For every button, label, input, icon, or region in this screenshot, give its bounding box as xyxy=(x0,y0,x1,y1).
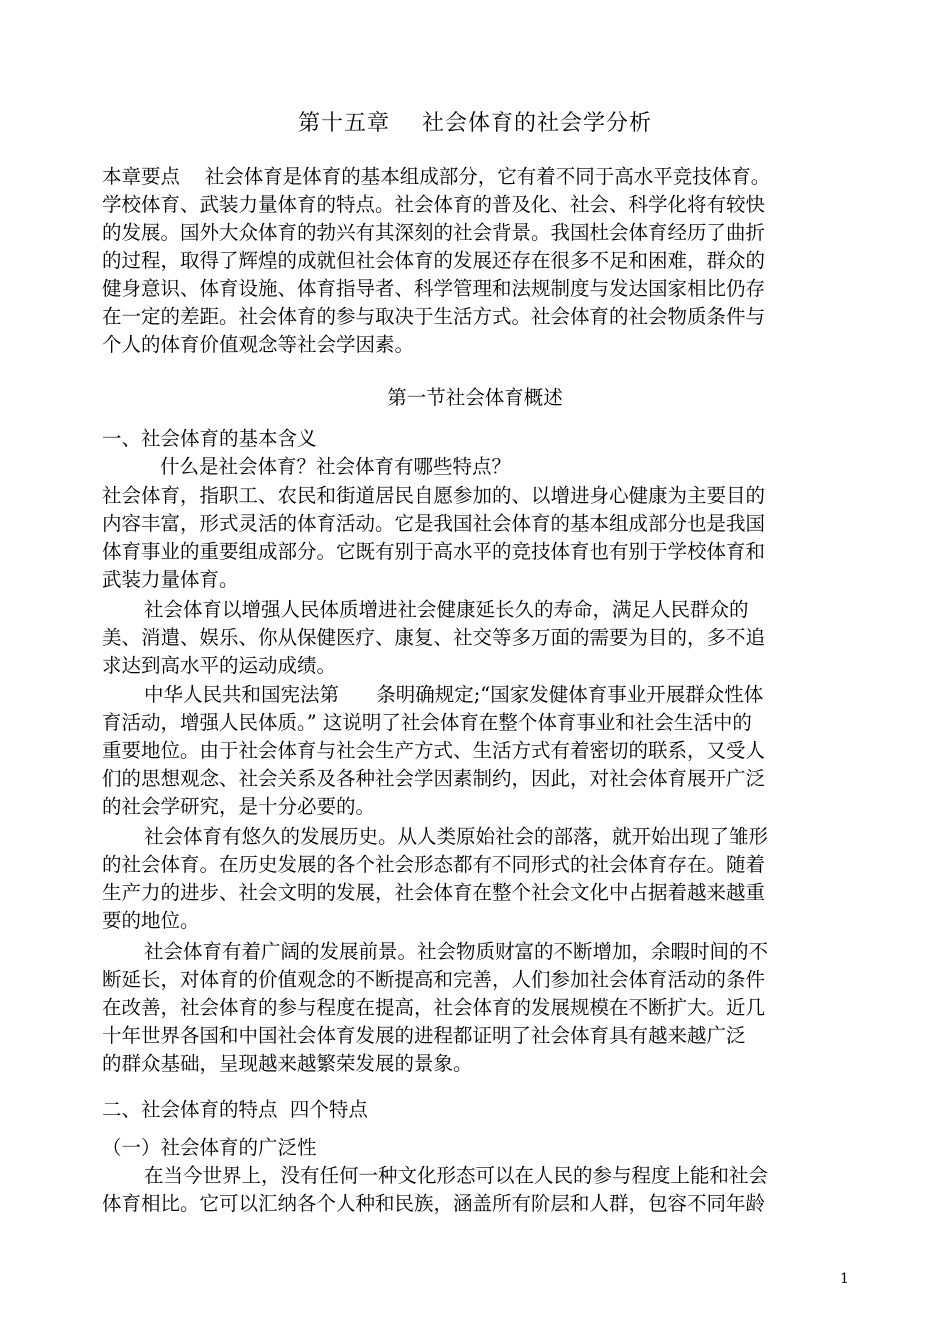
paragraph-line: 体育相比。它可以汇纳各个人种和民族，涵盖所有阶层和人群，包容不同年龄 xyxy=(102,1192,766,1215)
paragraph-history xyxy=(102,823,852,935)
paragraph-line: 的群众基础，呈现越来越繁荣发展的景象。 xyxy=(102,1052,473,1075)
summary-line: 健身意识、体育设施、体育指导者、科学管理和法规制度与发达国家相比仍存 xyxy=(102,277,766,300)
paragraph-line: 在改善，社会体育的参与程度在提高，社会体育的发展规模在不断扩大。近几 xyxy=(102,996,766,1019)
paragraph-line: 内容丰富，形式灵活的体育活动。它是我国社会体育的基本组成部分也是我国 xyxy=(102,512,766,535)
heading-basic-meaning: 一、社会体育的基本含义 xyxy=(102,427,317,450)
summary-line: 的发展。国外大众体育的勃兴有其深刻的社会背景。我国杜会体育经历了曲折 xyxy=(102,221,766,244)
paragraph-line: 求达到高水平的运动成绩。 xyxy=(102,654,337,677)
summary-line: 在一定的差距。社会体育的参与取决于生活方式。社会体育的社会物质条件与 xyxy=(102,305,766,328)
paragraph-line: 的社会体育。在历史发展的各个社会形态都有不同形式的社会体育存在。随着 xyxy=(102,853,766,876)
paragraph-line: 生产力的进步、社会文明的发展，社会体育在整个社会文化中占据着越来越重 xyxy=(102,881,766,904)
paragraph-line: 的社会学研究，是十分必要的。 xyxy=(102,795,376,818)
question-line: 什么是社会体育？社会体育有哪些特点？ xyxy=(160,455,512,478)
summary-line: 的过程，取得了辉煌的成就但社会体育的发展还存在很多不足和困难，群众的 xyxy=(102,249,766,272)
chapter-title: 第十五章 社会体育的社会学分析 xyxy=(298,111,652,136)
paragraph-line: 在当今世界上，没有任何一种文化形态可以在人民的参与程度上能和社会 xyxy=(144,1164,769,1187)
paragraph-line: 断延长，对体育的价值观念的不断提高和完善，人们参加社会体育活动的条件 xyxy=(102,968,766,991)
paragraph-purpose xyxy=(102,596,852,680)
paragraph-line: 们的思想观念、社会关系及各种社会学因素制约，因此，对社会体育展开广泛 xyxy=(102,767,766,790)
heading-characteristics: 二、社会体育的特点 四个特点 xyxy=(102,1098,368,1121)
paragraph-breadth xyxy=(102,1162,852,1218)
paragraph-line: 武装力量体育。 xyxy=(102,568,239,591)
paragraph-line: 中华人民共和国宪法第 条明确规定;“国家发健体育事业开展群众性体 xyxy=(144,683,764,706)
paragraph-constitution xyxy=(102,681,852,821)
summary-line: 学校体育、武装力量体育的特点。社会体育的普及化、社会、科学化将有较快 xyxy=(102,193,766,216)
summary-line: 本章要点 社会体育是体育的基本组成部分，它有着不同于高水平竞技体育。 xyxy=(102,165,771,188)
paragraph-line: 育活动，增强人民体质。” 这说明了社会体育在整个体育事业和社会生活中的 xyxy=(102,711,752,734)
paragraph-line: 社会体育以增强人民体质增进社会健康延长久的寿命，满足人民群众的 xyxy=(144,598,749,621)
paragraph-line: 社会体育有着广阔的发展前景。社会物质财富的不断增加，余暇时间的不 xyxy=(144,940,769,963)
paragraph-line: 重要地位。由于社会体育与社会生产方式、生活方式有着密切的联系，又受人 xyxy=(102,739,766,762)
paragraph-line: 美、消遣、娱乐、你从保健医疗、康复、社交等多万面的需要为目的，多不追 xyxy=(102,626,766,649)
paragraph-line: 社会体育，指职工、农民和街道居民自愿参加的、以增进身心健康为主要目的 xyxy=(102,484,766,507)
section-title: 第一节社会体育概述 xyxy=(387,386,563,409)
page-number: 1 xyxy=(840,1271,849,1287)
subheading-breadth: （一）社会体育的广泛性 xyxy=(102,1136,317,1159)
summary-line: 个人的体育价值观念等社会学因素。 xyxy=(102,333,415,356)
paragraph-line: 十年世界各国和中国社会体育发展的进程都证明了社会体育具有越来越广泛 xyxy=(102,1024,746,1047)
paragraph-prospects xyxy=(102,938,852,1078)
paragraph-line: 体育事业的重要组成部分。它既有别于高水平的竞技体育也有别于学校体育和 xyxy=(102,540,766,563)
paragraph-line: 社会体育有悠久的发展历史。从人类原始社会的部落，就开始出现了雏形 xyxy=(144,825,769,848)
chapter-summary xyxy=(102,163,852,359)
paragraph-definition xyxy=(102,482,852,594)
paragraph-line: 要的地位。 xyxy=(102,909,200,932)
